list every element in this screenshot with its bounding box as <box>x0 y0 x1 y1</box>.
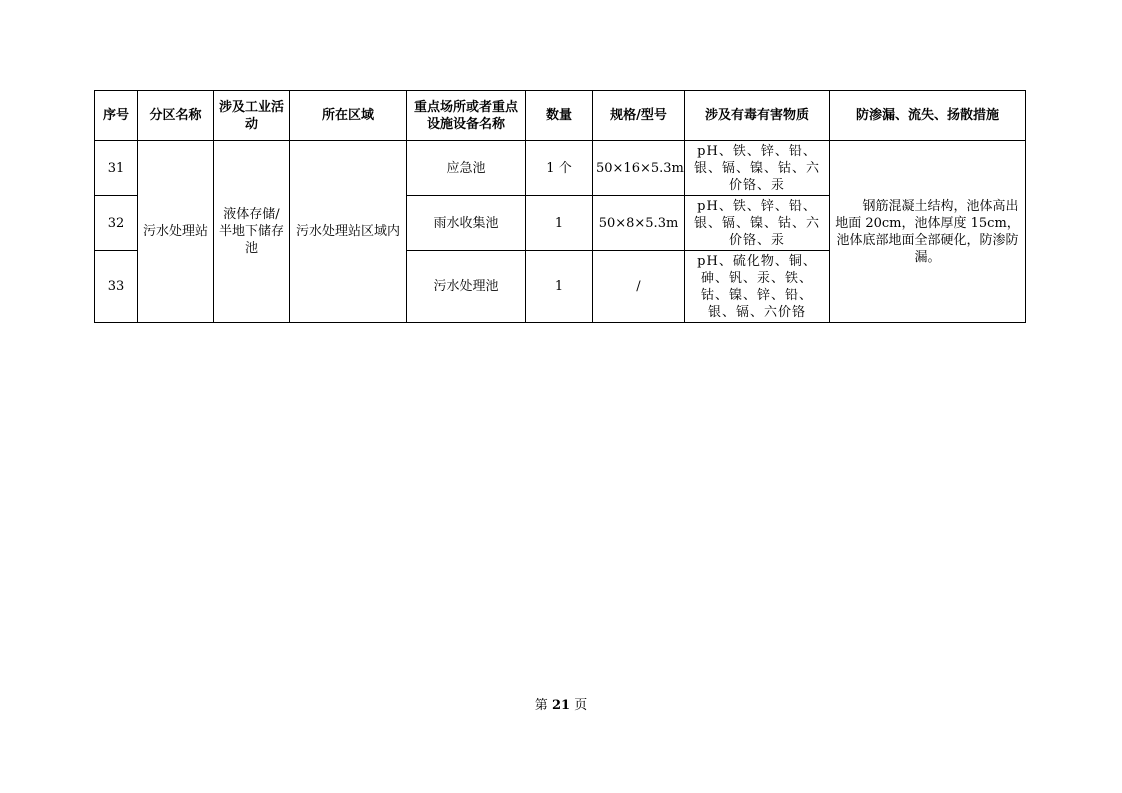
facility-table <box>94 90 1026 323</box>
facility-cell: 污水处理池 <box>407 251 526 323</box>
measures-cell <box>830 141 1026 323</box>
quantity-cell: 1 <box>526 251 593 323</box>
footer-prefix: 第 <box>534 698 548 713</box>
facility-cell: 应急池 <box>407 141 526 196</box>
row-no: 32 <box>95 196 138 251</box>
header-substances: 涉及有毒有害物质 <box>685 91 830 141</box>
substances-cell: pH、硫化物、铜、砷、钒、汞、铁、钴、镍、锌、铅、 银、镉、六价铬 <box>685 251 830 323</box>
row-no: 31 <box>95 141 138 196</box>
substances-cell: pH、铁、锌、铅、银、镉、镍、钴、六价铬、汞 <box>685 196 830 251</box>
table-header-row <box>95 91 1026 141</box>
header-quantity: 数量 <box>526 91 593 141</box>
header-facility: 重点场所或者重点设施设备名称 <box>407 91 526 141</box>
industrial-activity-cell: 液体存储/半地下储存池 <box>214 141 290 323</box>
zone-name-cell: 污水处理站 <box>138 141 214 323</box>
quantity-cell: 1 <box>526 196 593 251</box>
footer-suffix: 页 <box>574 698 588 713</box>
area-cell: 污水处理站区域内 <box>290 141 407 323</box>
quantity-cell: 1 个 <box>526 141 593 196</box>
substances-cell: pH、铁、锌、铅、银、镉、镍、钴、六价铬、汞 <box>685 141 830 196</box>
spec-cell: / <box>593 251 685 323</box>
page-footer <box>0 694 1122 713</box>
header-spec: 规格/型号 <box>593 91 685 141</box>
measures-text: 钢筋混凝土结构，池体高出地面 20cm，池体厚度 15cm，池体底部地面全部硬化，防渗防漏。 <box>835 198 1020 265</box>
table-row <box>95 141 1026 196</box>
header-industrial-activity: 涉及工业活动 <box>214 91 290 141</box>
header-zone-name: 分区名称 <box>138 91 214 141</box>
page-number: 21 <box>551 698 571 713</box>
header-area: 所在区域 <box>290 91 407 141</box>
spec-cell: 50×16×5.3m <box>593 141 685 196</box>
spec-cell: 50×8×5.3m <box>593 196 685 251</box>
header-measures: 防渗漏、流失、扬散措施 <box>830 91 1026 141</box>
header-no: 序号 <box>95 91 138 141</box>
facility-cell: 雨水收集池 <box>407 196 526 251</box>
row-no: 33 <box>95 251 138 323</box>
